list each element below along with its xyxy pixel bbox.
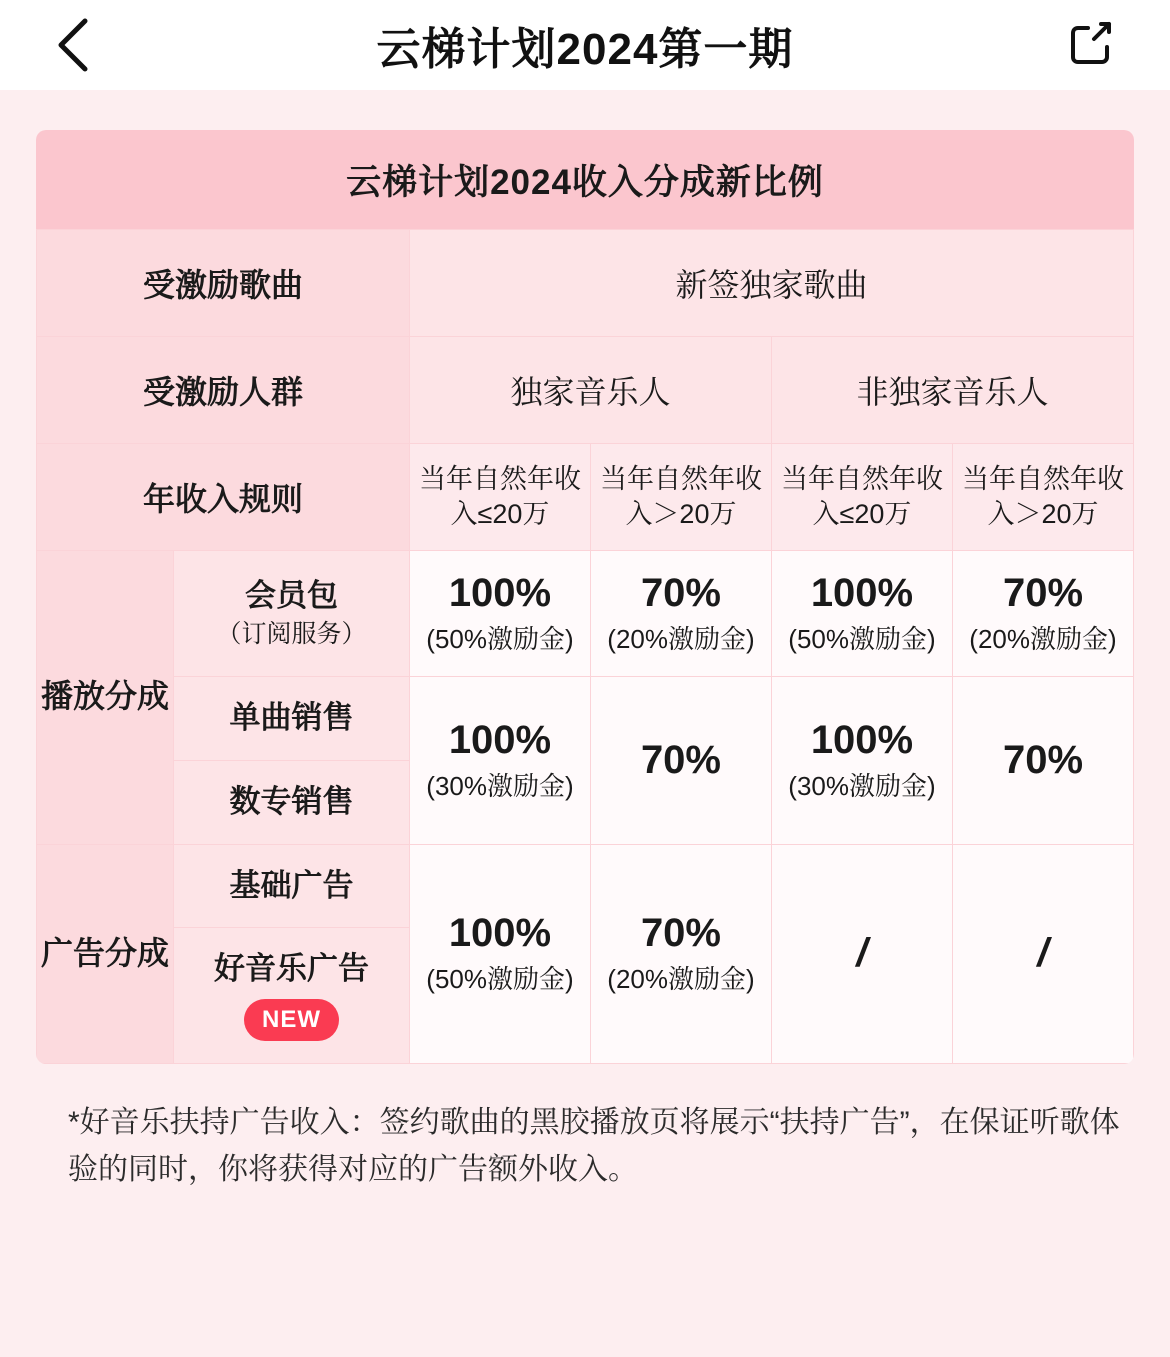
cell-basic-ad-label: 基础广告: [174, 844, 410, 928]
cell-group-exclusive: 独家音乐人: [409, 337, 771, 444]
page-header: [0, 0, 1170, 90]
sales-pct-2: 70%: [640, 738, 721, 783]
cell-song-label: 受激励歌曲: [37, 230, 410, 337]
sales-note-3: (30%激励金): [788, 770, 936, 801]
vip-note-1: (50%激励金): [426, 624, 574, 654]
cell-income-col-2: 当年自然年收入＞20万: [590, 444, 771, 551]
cell-sales-value-4: [952, 677, 1133, 845]
table-row-single-sale: [37, 677, 1134, 761]
vip-pack-subtitle: （订阅服务）: [216, 620, 367, 649]
ad-note-1: (50%激励金): [426, 964, 574, 995]
revenue-share-card: [36, 130, 1134, 1064]
cell-vip-value-1: [409, 551, 590, 677]
content-area: [0, 90, 1170, 1357]
chevron-left-icon: [53, 17, 93, 73]
cell-income-col-3: 当年自然年收入≤20万: [771, 444, 952, 551]
sales-pct-3: 100%: [810, 717, 914, 762]
cell-group-non-exclusive: 非独家音乐人: [771, 337, 1133, 444]
cell-sales-value-2: [590, 677, 771, 845]
vip-pct-3: 100%: [810, 571, 914, 615]
ad-note-2: (20%激励金): [607, 964, 755, 995]
cell-song-value: 新签独家歌曲: [409, 230, 1133, 337]
share-button[interactable]: [1062, 17, 1118, 73]
vip-pack-title: 会员包: [245, 577, 339, 613]
vip-note-2: (20%激励金): [607, 624, 755, 654]
cell-income-rule-label: 年收入规则: [37, 444, 410, 551]
cell-ad-share-label: 广告分成: [37, 844, 174, 1064]
footnote-text: *好音乐扶持广告收入：签约歌曲的黑胶播放页将展示“扶持广告”，在保证听歌体验的同时，你将获得对应的广告额外收入。: [68, 1106, 1120, 1186]
table-row-basic-ad: [37, 844, 1134, 928]
cell-sales-value-1: [409, 677, 590, 845]
table-row-income-rule: [37, 444, 1134, 551]
card-title: 云梯计划2024收入分成新比例: [36, 130, 1134, 229]
page-title: 云梯计划2024第一期: [376, 25, 794, 74]
cell-ad-value-4: [952, 844, 1133, 1064]
table-row-incentive-group: [37, 337, 1134, 444]
ad-pct-4: /: [1037, 931, 1049, 976]
cell-vip-value-4: [952, 551, 1133, 677]
cell-income-col-1: 当年自然年收入≤20万: [409, 444, 590, 551]
ad-pct-2: 70%: [640, 911, 721, 956]
back-button[interactable]: [48, 20, 98, 70]
ad-pct-3: /: [856, 931, 868, 976]
good-music-ad-title: 好音乐广告: [214, 951, 370, 987]
table-row-vip-pack: [37, 551, 1134, 677]
sales-pct-4: 70%: [1002, 738, 1084, 783]
vip-pct-2: 70%: [640, 571, 721, 615]
cell-group-label: 受激励人群: [37, 337, 410, 444]
sales-note-1: (30%激励金): [426, 770, 574, 801]
vip-pct-4: 70%: [1002, 571, 1084, 615]
cell-good-music-ad-label: [174, 928, 410, 1064]
cell-vip-value-3: [771, 551, 952, 677]
cell-vip-value-2: [590, 551, 771, 677]
revenue-share-table: [36, 229, 1134, 1064]
sales-pct-1: 100%: [448, 717, 552, 762]
cell-digital-album-label: 数专销售: [174, 760, 410, 844]
vip-pct-1: 100%: [448, 571, 552, 615]
cell-ad-value-1: [409, 844, 590, 1064]
vip-note-4: (20%激励金): [969, 624, 1117, 654]
vip-note-3: (50%激励金): [788, 624, 936, 654]
cell-vip-pack-label: [174, 551, 410, 677]
share-external-icon: [1063, 16, 1117, 75]
cell-income-col-4: 当年自然年收入＞20万: [952, 444, 1133, 551]
cell-sales-value-3: [771, 677, 952, 845]
table-row-incentive-song: [37, 230, 1134, 337]
ad-pct-1: 100%: [448, 911, 552, 956]
cell-play-share-label: 播放分成: [37, 551, 174, 845]
cell-ad-value-3: [771, 844, 952, 1064]
status-badge-new: NEW: [244, 999, 339, 1041]
cell-single-sale-label: 单曲销售: [174, 677, 410, 761]
cell-ad-value-2: [590, 844, 771, 1064]
